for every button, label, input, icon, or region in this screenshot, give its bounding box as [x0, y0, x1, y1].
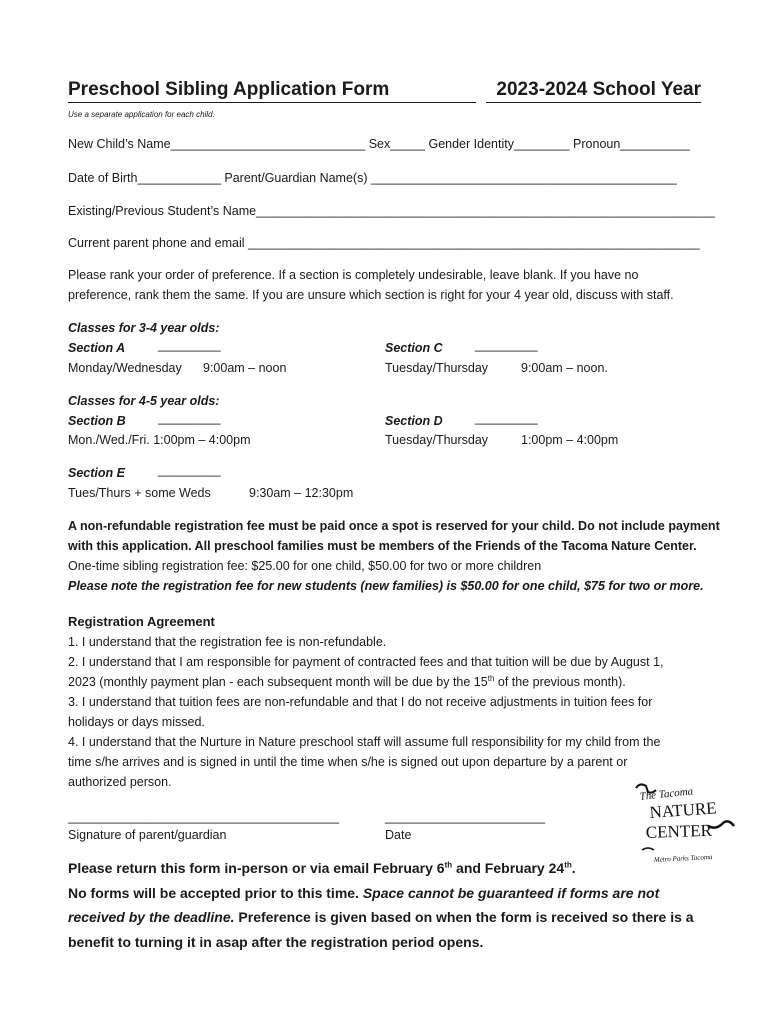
preference-text: Preference is given based on when the form is received so there is a — [234, 909, 694, 925]
logo-nature-text: NATURE — [648, 798, 718, 822]
agreement-item-3-line-2: holidays or days missed. — [68, 715, 205, 729]
agreement-item-4-line-1: 4. I understand that the Nurture in Nature preschool staff will assume full responsibility for my child from the — [68, 735, 661, 749]
classes-3-4-heading: Classes for 3-4 year olds: — [68, 321, 220, 335]
child-name-field-line[interactable]: New Child’s Name____________________________ Sex_____ Gender Identity________ Pronoun__________ — [68, 137, 690, 151]
return-form-line — [68, 860, 576, 876]
section-e-time: 9:30am – 12:30pm — [249, 486, 354, 500]
signature-label: Signature of parent/guardian — [68, 828, 227, 842]
leaf-icon — [642, 848, 654, 850]
no-forms-text: No forms will be accepted prior to this time. — [68, 885, 363, 901]
tacoma-nature-center-logo — [632, 780, 742, 872]
instructions-line-1: Please rank your order of preference. If a section is completely undesirable, leave blank. If you have no — [68, 268, 639, 282]
section-c-days: Tuesday/Thursday — [385, 361, 489, 375]
return-form-text: Please return this form in-person or via email February 6 — [68, 860, 445, 876]
existing-student-field-line[interactable]: Existing/Previous Student’s Name__________________________________________________________________ — [68, 204, 715, 218]
no-forms-line — [68, 885, 659, 901]
classes-4-5-heading: Classes for 4-5 year olds: — [68, 394, 220, 408]
logo-metro-parks-text: Metro Parks Tacoma — [653, 852, 713, 864]
fee-notice-line-1: A non-refundable registration fee must be paid once a spot is reserved for your child. Do not include payment — [68, 519, 720, 533]
return-form-period: . — [571, 860, 576, 876]
section-b-schedule: Mon./Wed./Fri. 1:00pm – 4:00pm — [68, 433, 251, 447]
agreement-item-2-text-end: of the previous month). — [494, 675, 626, 689]
deadline-text: received by the deadline. — [68, 909, 235, 925]
form-title: Preschool Sibling Application Form — [68, 79, 476, 103]
section-b-rank-blank[interactable]: _________ — [158, 411, 221, 425]
section-c-rank-blank[interactable]: _________ — [475, 338, 538, 352]
section-d-name: Section D — [385, 414, 443, 428]
agreement-item-4-line-3: authorized person. — [68, 775, 172, 789]
agreement-item-2-text: 2023 (monthly payment plan - each subsequent month will be due by the 15 — [68, 675, 488, 689]
section-e-name: Section E — [68, 466, 125, 480]
section-c-name: Section C — [385, 341, 443, 355]
ordinal-suffix: th — [564, 860, 572, 870]
logo-tacoma-text: The Tacoma — [639, 785, 694, 803]
logo-center-text: CENTER — [645, 820, 713, 842]
new-student-fee-note: Please note the registration fee for new students (new families) is $50.00 for one child, $75 for two or more. — [68, 579, 704, 593]
fee-notice-line-2: with this application. All preschool families must be members of the Friends of the Tacoma Nature Center. — [68, 539, 697, 553]
contact-field-line[interactable]: Current parent phone and email _________________________________________________________________ — [68, 236, 700, 250]
ordinal-suffix: th — [487, 673, 495, 683]
deadline-line — [68, 909, 694, 925]
agreement-title: Registration Agreement — [68, 614, 215, 629]
section-a-name: Section A — [68, 341, 126, 355]
date-label: Date — [385, 828, 412, 842]
section-d-days: Tuesday/Thursday — [385, 433, 489, 447]
instructions-line-2: preference, rank them the same. If you are unsure which section is right for your 4 year old, discuss with staff. — [68, 288, 674, 302]
section-a-time: 9:00am – noon — [203, 361, 287, 375]
section-e-rank-blank[interactable]: _________ — [158, 463, 221, 477]
dob-guardian-field-line[interactable]: Date of Birth____________ Parent/Guardian Name(s) ____________________________________________ — [68, 171, 677, 185]
salamander-icon — [708, 821, 734, 827]
date-line[interactable]: _______________________ — [385, 810, 545, 824]
sibling-fee-line: One-time sibling registration fee: $25.00 for one child, $50.00 for two or more children — [68, 559, 542, 573]
section-e-days: Tues/Thurs + some Weds — [68, 486, 211, 500]
section-b-name: Section B — [68, 414, 126, 428]
agreement-item-4-line-2: time s/he arrives and is signed in until the time when s/he is signed out upon departure by a parent or — [68, 755, 628, 769]
space-not-guaranteed-text: Space cannot be guaranteed if forms are not — [362, 885, 660, 901]
section-a-rank-blank[interactable]: _________ — [158, 338, 221, 352]
section-c-time: 9:00am – noon. — [521, 361, 608, 375]
separate-application-note: Use a separate application for each child. — [68, 110, 215, 119]
section-a-days: Monday/Wednesday — [68, 361, 182, 375]
section-d-time: 1:00pm – 4:00pm — [521, 433, 619, 447]
agreement-item-3-line-1: 3. I understand that tuition fees are non-refundable and that I do not receive adjustments in tuition fees for — [68, 695, 653, 709]
ordinal-suffix: th — [444, 860, 453, 870]
benefit-line: benefit to turning it in asap after the registration period opens. — [68, 934, 484, 950]
agreement-item-2-line-1: 2. I understand that I am responsible for payment of contracted fees and that tuition will be due by August 1, — [68, 655, 664, 669]
section-d-rank-blank[interactable]: _________ — [475, 411, 538, 425]
agreement-item-1: 1. I understand that the registration fee is non-refundable. — [68, 635, 387, 649]
signature-line[interactable]: _______________________________________ — [68, 810, 340, 824]
return-form-text-2: and February 24 — [452, 860, 565, 876]
school-year: 2023-2024 School Year — [486, 79, 701, 103]
agreement-item-2-line-2 — [68, 675, 626, 689]
